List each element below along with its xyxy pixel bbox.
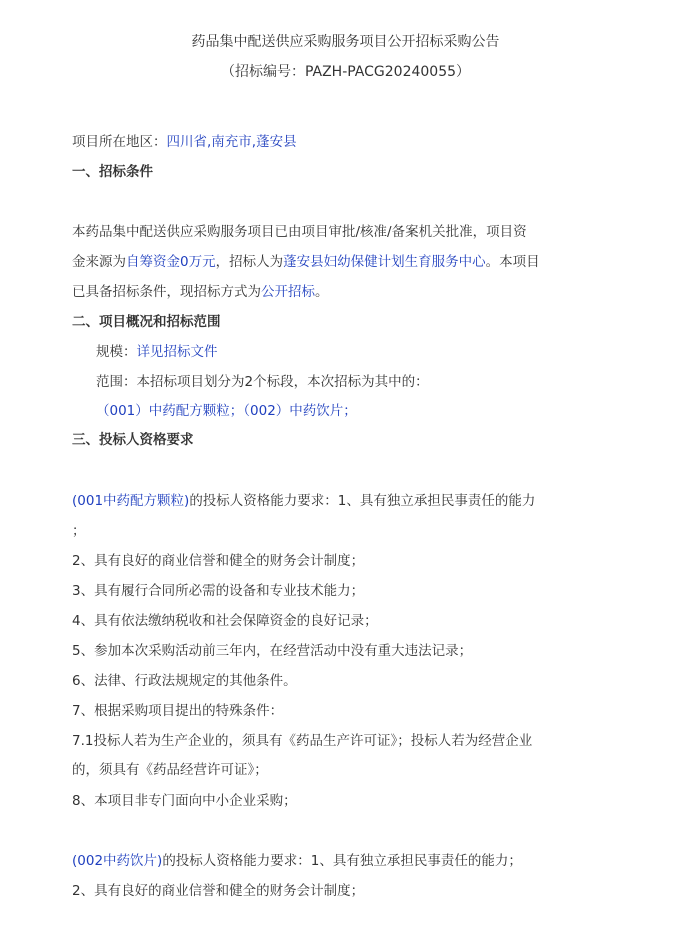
project-region [72,132,297,152]
lot-1-requirement: 8、本项目非专门面向中小企业采购； [72,793,297,809]
section-1-paragraph-line-3: 已具备招标条件，现招标方式为公开招标。 [72,284,329,300]
lot-1-requirements-intro: (001中药配方颗粒)的投标人资格能力要求：1、具有独立承担民事责任的能力 [72,493,536,509]
lot-1-requirement: 7、根据采购项目提出的特殊条件： [72,703,284,719]
section-1-paragraph-line-2: 金来源为自筹资金0万元，招标人为蓬安县妇幼保健计划生育服务中心。本项目 [72,254,540,270]
lot-1-requirement: 3、具有履行合同所必需的设备和专业技术能力； [72,583,365,599]
tender-method: 公开招标 [261,284,315,300]
lot-1-requirement: 5、参加本次采购活动前三年内，在经营活动中没有重大违法记录； [72,643,473,659]
region-label: 项目所在地区： [72,134,167,150]
tender-number: （招标编号：PAZH-PACG20240055） [220,64,471,80]
section-2-heading: 二、项目概况和招标范围 [72,314,221,330]
scale-label: 规模： [96,344,137,360]
section-1-heading: 一、招标条件 [72,164,153,180]
lot-1-requirement: 的，须具有《药品经营许可证》； [72,762,268,778]
tenderee-name: 蓬安县妇幼保健计划生育服务中心 [283,254,486,270]
lots-list: （001）中药配方颗粒；（002）中药饮片； [96,403,357,419]
lot-1-requirement: 6、法律、行政法规规定的其他条件。 [72,673,297,689]
section-3-heading: 三、投标人资格要求 [72,432,194,448]
region-value: 四川省,南充市,蓬安县 [166,134,297,150]
scale-line [96,342,218,362]
lot-1-requirement: 4、具有依法缴纳税收和社会保障资金的良好记录； [72,613,378,629]
lot-1-requirement: 2、具有良好的商业信誉和健全的财务会计制度； [72,553,365,569]
lot-1-requirement: 7.1投标人若为生产企业的，须具有《药品生产许可证》；投标人若为经营企业 [72,733,533,749]
fund-source: 自筹资金0万元 [126,254,216,270]
section-1-paragraph-line-1: 本药品集中配送供应采购服务项目已由项目审批/核准/备案机关批准，项目资 [72,224,527,240]
scale-value: 详见招标文件 [136,344,218,360]
lot-2-requirement: 2、具有良好的商业信誉和健全的财务会计制度； [72,883,365,899]
document-title: 药品集中配送供应采购服务项目公开招标采购公告 [191,34,500,50]
scope-line: 范围：本招标项目划分为2个标段，本次招标为其中的： [96,374,429,390]
lot-2-requirements-intro: (002中药饮片)的投标人资格能力要求：1、具有独立承担民事责任的能力； [72,853,522,869]
lot-2-name: (002中药饮片) [72,853,163,869]
lot-1-name: (001中药配方颗粒) [72,493,190,509]
lot-1-intro-semicolon: ； [72,523,86,539]
